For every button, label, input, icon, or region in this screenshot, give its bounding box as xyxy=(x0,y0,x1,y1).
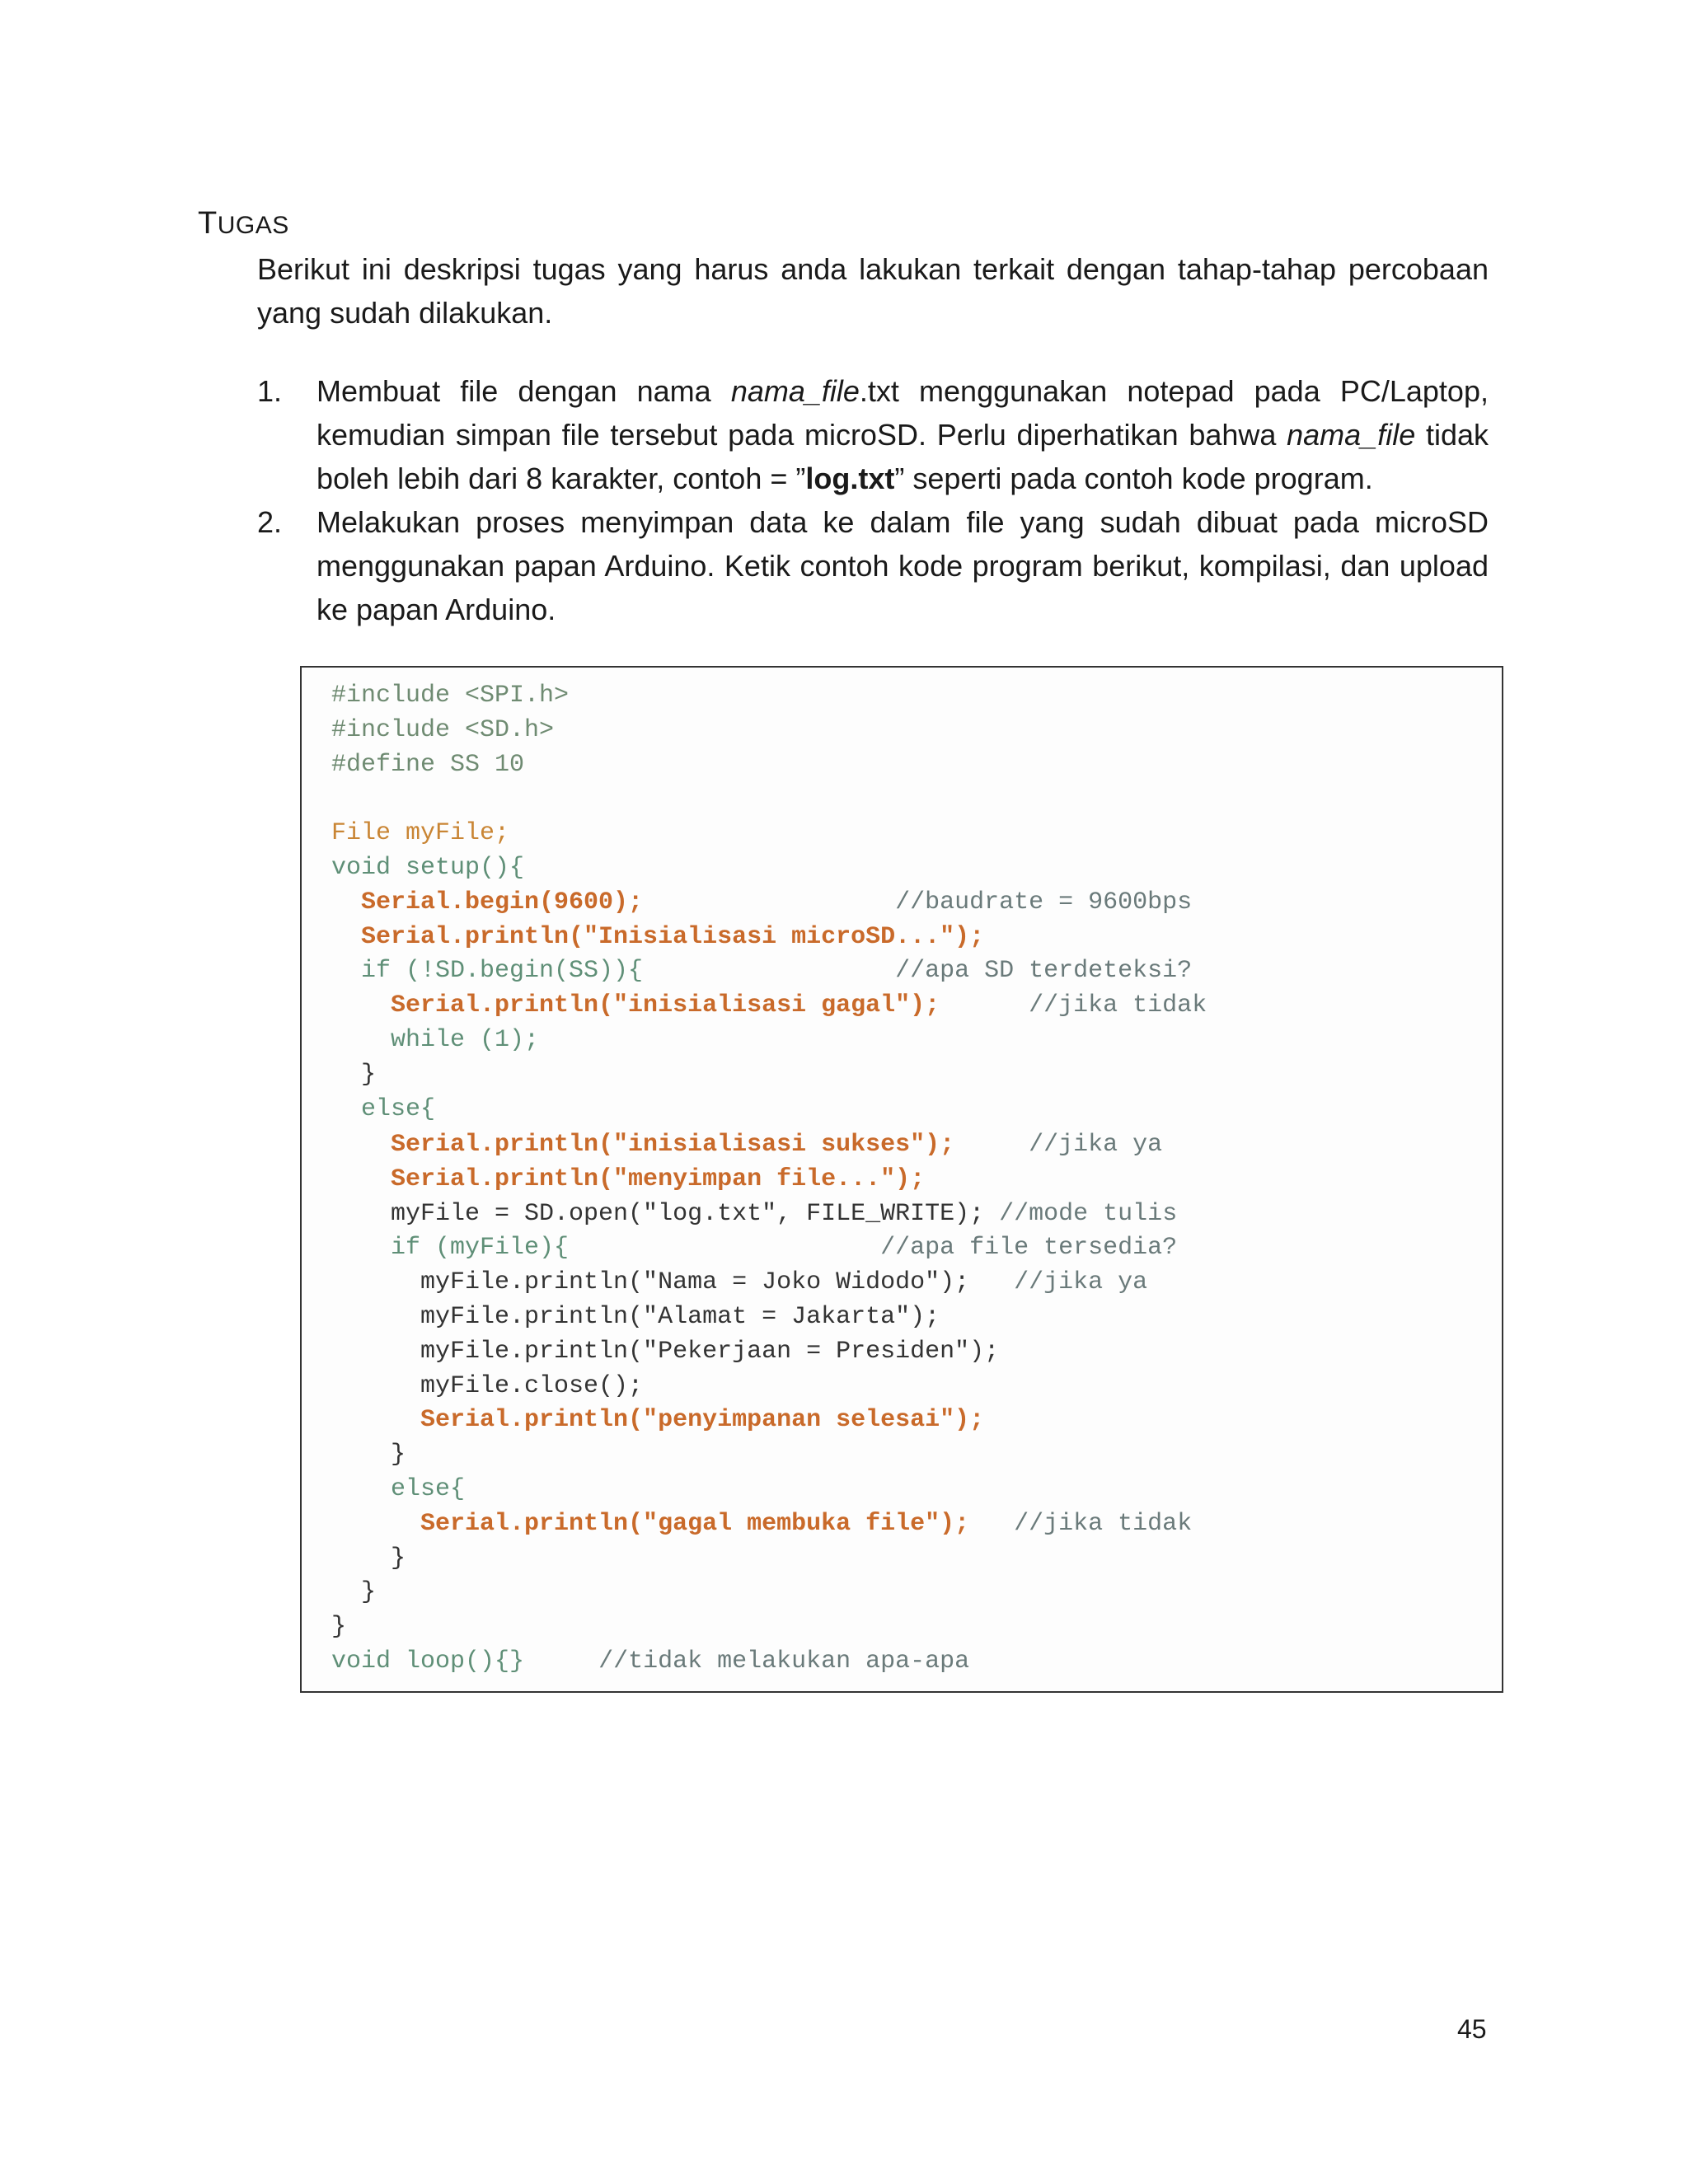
task-text: Membuat file dengan nama nama_file.txt menggunakan notepad pada PC/Laptop, kemudian simpan file tersebut pada microSD. Perlu diperhatikan bahwa nama_file tidak boleh lebih dari 8 karakter, contoh = ”log.txt” seperti pada contoh kode program. xyxy=(316,374,1489,495)
code-line: #include <SPI.h> xyxy=(331,682,570,710)
task-number: 2. xyxy=(257,505,283,539)
code-line: } xyxy=(331,1060,377,1089)
code-line: Serial.begin(9600); //baudrate = 9600bps xyxy=(331,888,1193,916)
intro-paragraph: Berikut ini deskripsi tugas yang harus anda lakukan terkait dengan tahap-tahap percobaan yang sudah dilakukan. xyxy=(257,252,1489,330)
code-listing xyxy=(331,679,1207,1680)
code-line: #include <SD.h> xyxy=(331,715,555,744)
code-comment: //jika tidak xyxy=(1014,1509,1193,1538)
code-line: myFile.println("Pekerjaan = Presiden"); xyxy=(331,1337,1000,1366)
heading-first-letter: T xyxy=(198,206,218,241)
section-heading xyxy=(198,206,289,241)
code-line: Serial.println("gagal membuka file"); //jika tidak xyxy=(331,1509,1193,1538)
code-line: } xyxy=(331,1441,406,1469)
page-number: 45 xyxy=(1457,2014,1487,2044)
code-line: } xyxy=(331,1613,347,1642)
code-line: myFile.close(); xyxy=(331,1371,644,1400)
task-text: Melakukan proses menyimpan data ke dalam file yang sudah dibuat pada microSD menggunakan papan Arduino. Ketik contoh kode program berikut, kompilasi, dan upload ke papan Arduino. xyxy=(316,505,1489,626)
code-line: void setup(){ xyxy=(331,853,525,882)
code-comment: //jika ya xyxy=(1029,1131,1163,1160)
code-line: } xyxy=(331,1544,406,1572)
code-comment: //baudrate = 9600bps xyxy=(895,888,1193,916)
example-filename: log.txt xyxy=(805,462,895,495)
code-comment: //jika ya xyxy=(1014,1268,1148,1297)
code-line: Serial.println("inisialisasi sukses"); //jika ya xyxy=(331,1131,1163,1160)
code-line: File myFile; xyxy=(331,819,510,848)
code-line: void loop(){} //tidak melakukan apa-apa xyxy=(331,1647,970,1676)
code-line: Serial.println("menyimpan file..."); xyxy=(331,1165,926,1193)
code-comment: //jika tidak xyxy=(1029,991,1207,1020)
task-item-1 xyxy=(257,369,1489,500)
code-line: Serial.println("Inisialisasi microSD..."); xyxy=(331,922,985,951)
filename-emphasis: nama_file xyxy=(1287,418,1416,452)
code-line: while (1); xyxy=(331,1025,540,1054)
code-line: myFile = SD.open("log.txt", FILE_WRITE); //mode tulis xyxy=(331,1199,1178,1228)
code-line: if (!SD.begin(SS)){ //apa SD terdeteksi? xyxy=(331,957,1193,986)
task-item-2 xyxy=(257,500,1489,631)
code-line: myFile.println("Alamat = Jakarta"); xyxy=(331,1303,940,1332)
code-comment: //apa SD terdeteksi? xyxy=(895,957,1193,986)
code-line: else{ xyxy=(331,1094,436,1123)
task-list xyxy=(257,369,1489,631)
code-listing-box xyxy=(300,666,1503,1693)
code-line: #define SS 10 xyxy=(331,750,525,779)
code-comment: //mode tulis xyxy=(999,1199,1178,1228)
heading-rest: UGAS xyxy=(217,212,289,239)
code-line xyxy=(331,782,1207,817)
code-line: if (myFile){ //apa file tersedia? xyxy=(331,1234,1178,1263)
filename-emphasis: nama_file xyxy=(730,374,860,408)
code-comment: //tidak melakukan apa-apa xyxy=(598,1647,970,1676)
code-comment: //apa file tersedia? xyxy=(880,1234,1178,1263)
code-line: Serial.println("penyimpanan selesai"); xyxy=(331,1406,985,1435)
code-line: myFile.println("Nama = Joko Widodo"); //jika ya xyxy=(331,1268,1148,1297)
task-number: 1. xyxy=(257,374,283,408)
code-line: } xyxy=(331,1578,377,1607)
code-line: Serial.println("inisialisasi gagal"); //jika tidak xyxy=(331,991,1207,1020)
code-line: else{ xyxy=(331,1475,466,1504)
